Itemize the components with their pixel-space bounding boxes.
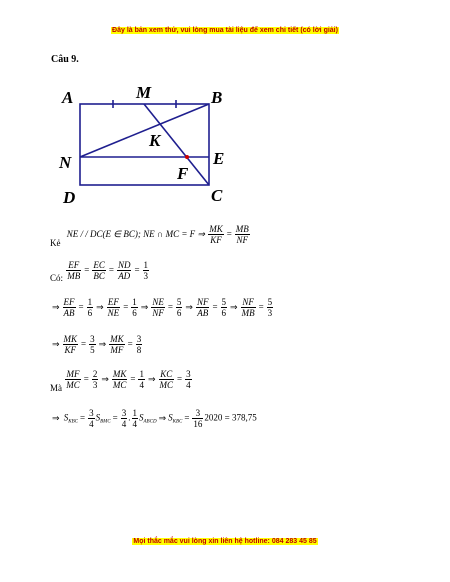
fraction [121, 408, 128, 429]
operator: ⇒ [101, 373, 109, 384]
operator: = [134, 264, 140, 275]
numerator: 1 [132, 297, 137, 307]
numerator: 5 [267, 297, 273, 307]
solution-line-2 [50, 260, 150, 281]
denominator: 6 [132, 308, 137, 318]
denominator: BC [93, 271, 105, 281]
co-fraction-chain [65, 260, 150, 281]
fraction [107, 297, 121, 318]
fraction [143, 260, 150, 281]
label-n: N [59, 153, 72, 172]
area-symbol: S [95, 412, 101, 423]
numerator: NF [196, 297, 209, 307]
numerator: 3 [136, 334, 142, 344]
operator: = [127, 338, 133, 349]
denominator: NE [107, 308, 120, 318]
fraction [63, 334, 79, 355]
denominator: 16 [193, 419, 203, 429]
fraction [185, 369, 192, 390]
operator: = [81, 338, 87, 349]
numerator: MB [235, 224, 249, 234]
numerator: 1 [143, 260, 149, 270]
ke-expression: NE / / DC(E ∈ BC); NE ∩ MC = F ⇒ [66, 228, 205, 239]
denominator: 4 [89, 419, 94, 429]
fraction [63, 297, 76, 318]
numerator: EF [107, 297, 119, 307]
ratio-chain-5 [64, 369, 192, 390]
denominator: 4 [121, 419, 127, 429]
solution-line-6: ⇒ $S_{KBC}$ = $\frac{3}{4}$ $S_{BMC}$ = $\frac{3}{4}$ . $\frac{1}{4}$ $S_{ABCD}$ ⇒ $S_{KBC}$ = $\frac{3}{16}$ 2020 = 378,75 [52, 408, 257, 429]
fraction [66, 260, 81, 281]
denominator: NF [236, 235, 249, 245]
numerator: 3 [186, 369, 191, 379]
numerator: EC [93, 260, 105, 270]
rectangle-abcd [80, 104, 209, 185]
denominator: MC [66, 380, 80, 390]
numerator: NF [242, 297, 254, 307]
denominator: 6 [87, 308, 93, 318]
ratio-chain-3 [62, 297, 275, 318]
solution-line-1: Kẻ NE / / DC(E ∈ BC); NE ∩ MC = F ⇒ $\frac{MK}{KF}$ = $\frac{MB}{NF}$ [50, 224, 249, 248]
denominator: 5 [90, 345, 95, 355]
denominator: AB [197, 308, 209, 318]
fraction [151, 297, 165, 318]
hotline-text: Mọi thắc mắc vui lòng xin liên hệ hotline: 084 283 45 85 [133, 538, 317, 545]
numerator: MK [209, 224, 223, 234]
denominator: 4 [132, 419, 137, 429]
fraction [138, 369, 145, 390]
numerator: MK [110, 334, 124, 344]
denominator: MF [110, 345, 124, 355]
numerator: 3 [89, 408, 94, 418]
denominator: 4 [186, 380, 191, 390]
denominator: AD [118, 271, 131, 281]
fraction [92, 260, 106, 281]
numerator: MF [66, 369, 80, 379]
question-title: Câu 9. [51, 54, 79, 65]
operator: ⇒ [147, 373, 156, 384]
area-subscript: BMC [100, 419, 111, 425]
fraction [88, 408, 95, 429]
denominator: MB [241, 308, 255, 318]
numerator: EF [63, 297, 75, 307]
denominator: AB [63, 308, 75, 318]
denominator: KF [210, 235, 222, 245]
operator: = [130, 373, 136, 384]
numerator: 5 [221, 297, 227, 307]
fraction [208, 224, 224, 245]
fraction [235, 224, 250, 245]
fraction [89, 334, 96, 355]
numerator: NE [152, 297, 164, 307]
operator: = [177, 373, 183, 384]
operator: ⇒ [98, 338, 107, 349]
numerator: 1 [139, 369, 144, 379]
operator: = [212, 301, 218, 312]
preview-notice-banner [0, 27, 450, 34]
numerator: 3 [121, 408, 127, 418]
numerator: 3 [192, 408, 203, 419]
operator: = [123, 301, 129, 312]
co-label: Có: [50, 272, 64, 283]
ratio-chain-4 [62, 334, 144, 355]
denominator: MC [159, 380, 173, 390]
operator: = [83, 373, 89, 384]
area-symbol: S [168, 412, 173, 423]
numerator: ND [117, 260, 131, 270]
fraction [92, 369, 99, 390]
fraction [241, 297, 256, 318]
label-f: F [177, 164, 189, 183]
denominator: 8 [136, 345, 142, 355]
denominator: 3 [267, 308, 273, 318]
preview-notice-text: Đây là bản xem thử, vui lòng mua tài liệu để xem chi tiết (có lời giải) [112, 27, 338, 34]
fraction [159, 369, 175, 390]
denominator: 3 [92, 380, 98, 390]
fraction [267, 297, 274, 318]
fraction [109, 334, 125, 355]
label-d: D [63, 188, 76, 207]
numerator: KC [160, 369, 173, 379]
label-m: M [136, 83, 152, 102]
fraction [87, 297, 94, 318]
fraction [176, 297, 183, 318]
area-subscript: ABCD [143, 419, 157, 425]
denominator: KF [64, 345, 77, 355]
fraction [117, 260, 132, 281]
fraction [65, 369, 81, 390]
numerator: 3 [90, 334, 95, 344]
operator: ⇒ [140, 301, 149, 312]
operator: = [108, 264, 114, 275]
numerator: 1 [132, 408, 137, 418]
operator: = [258, 301, 264, 312]
denominator: 6 [221, 308, 227, 318]
ke-label: Kẻ [50, 237, 61, 248]
geometry-figure [50, 78, 240, 208]
operator: ⇒ [185, 301, 193, 312]
fraction [196, 297, 210, 318]
solution-line-4: ⇒ $\frac{MK}{KF}$ = $\frac{3}{5}$ ⇒ $\frac{MK}{MF}$ = $\frac{3}{8}$ [52, 334, 142, 355]
denominator: 3 [143, 271, 149, 281]
solution-line-5 [50, 369, 193, 393]
area-subscript: KBC [172, 419, 183, 425]
numerator: 5 [176, 297, 182, 307]
numerator: 1 [87, 297, 93, 307]
label-e: E [213, 149, 225, 168]
solution-line-3: ⇒ $\frac{EF}{AB}$ = $\frac{1}{6}$ ⇒ $\frac{EF}{NE}$ = $\frac{1}{6}$ ⇒ $\frac{NE}{NF}$ = $\frac{5}{6}$ ⇒ $\frac{NF}{AB}$ = $\frac{5}{6}$ ⇒ $\frac{NF}{MB}$ = $\frac{5}{3}$ [52, 297, 273, 318]
area-symbol: S [139, 412, 144, 423]
denominator: 4 [139, 380, 144, 390]
operator: ⇒ [230, 301, 238, 312]
denominator: MB [67, 271, 81, 281]
label-c: C [211, 186, 223, 205]
operator: ⇒ [96, 301, 104, 312]
ma-label: Mà [50, 382, 62, 393]
label-b: B [211, 88, 223, 107]
denominator: NF [152, 308, 164, 318]
point-f [185, 155, 189, 159]
numerator: MK [112, 369, 127, 379]
denominator: 6 [176, 308, 182, 318]
numerator: 2 [92, 369, 98, 379]
hotline-banner [0, 538, 450, 545]
fraction [221, 297, 228, 318]
operator: = [78, 301, 84, 312]
operator: = [167, 301, 173, 312]
area-symbol: S [63, 412, 69, 423]
fraction [132, 408, 139, 429]
label-a: A [62, 88, 74, 107]
numerator: EF [68, 260, 80, 270]
fraction [112, 369, 128, 390]
final-result: 2020 = 378,75 [204, 412, 257, 423]
fraction [136, 334, 143, 355]
area-subscript: KBC [68, 419, 79, 425]
operator: = [84, 264, 90, 275]
segment-nb [80, 104, 209, 157]
numerator: MK [63, 334, 78, 344]
fraction [131, 297, 138, 318]
label-k: K [149, 131, 161, 150]
fraction [192, 408, 203, 429]
denominator: MC [112, 380, 127, 390]
